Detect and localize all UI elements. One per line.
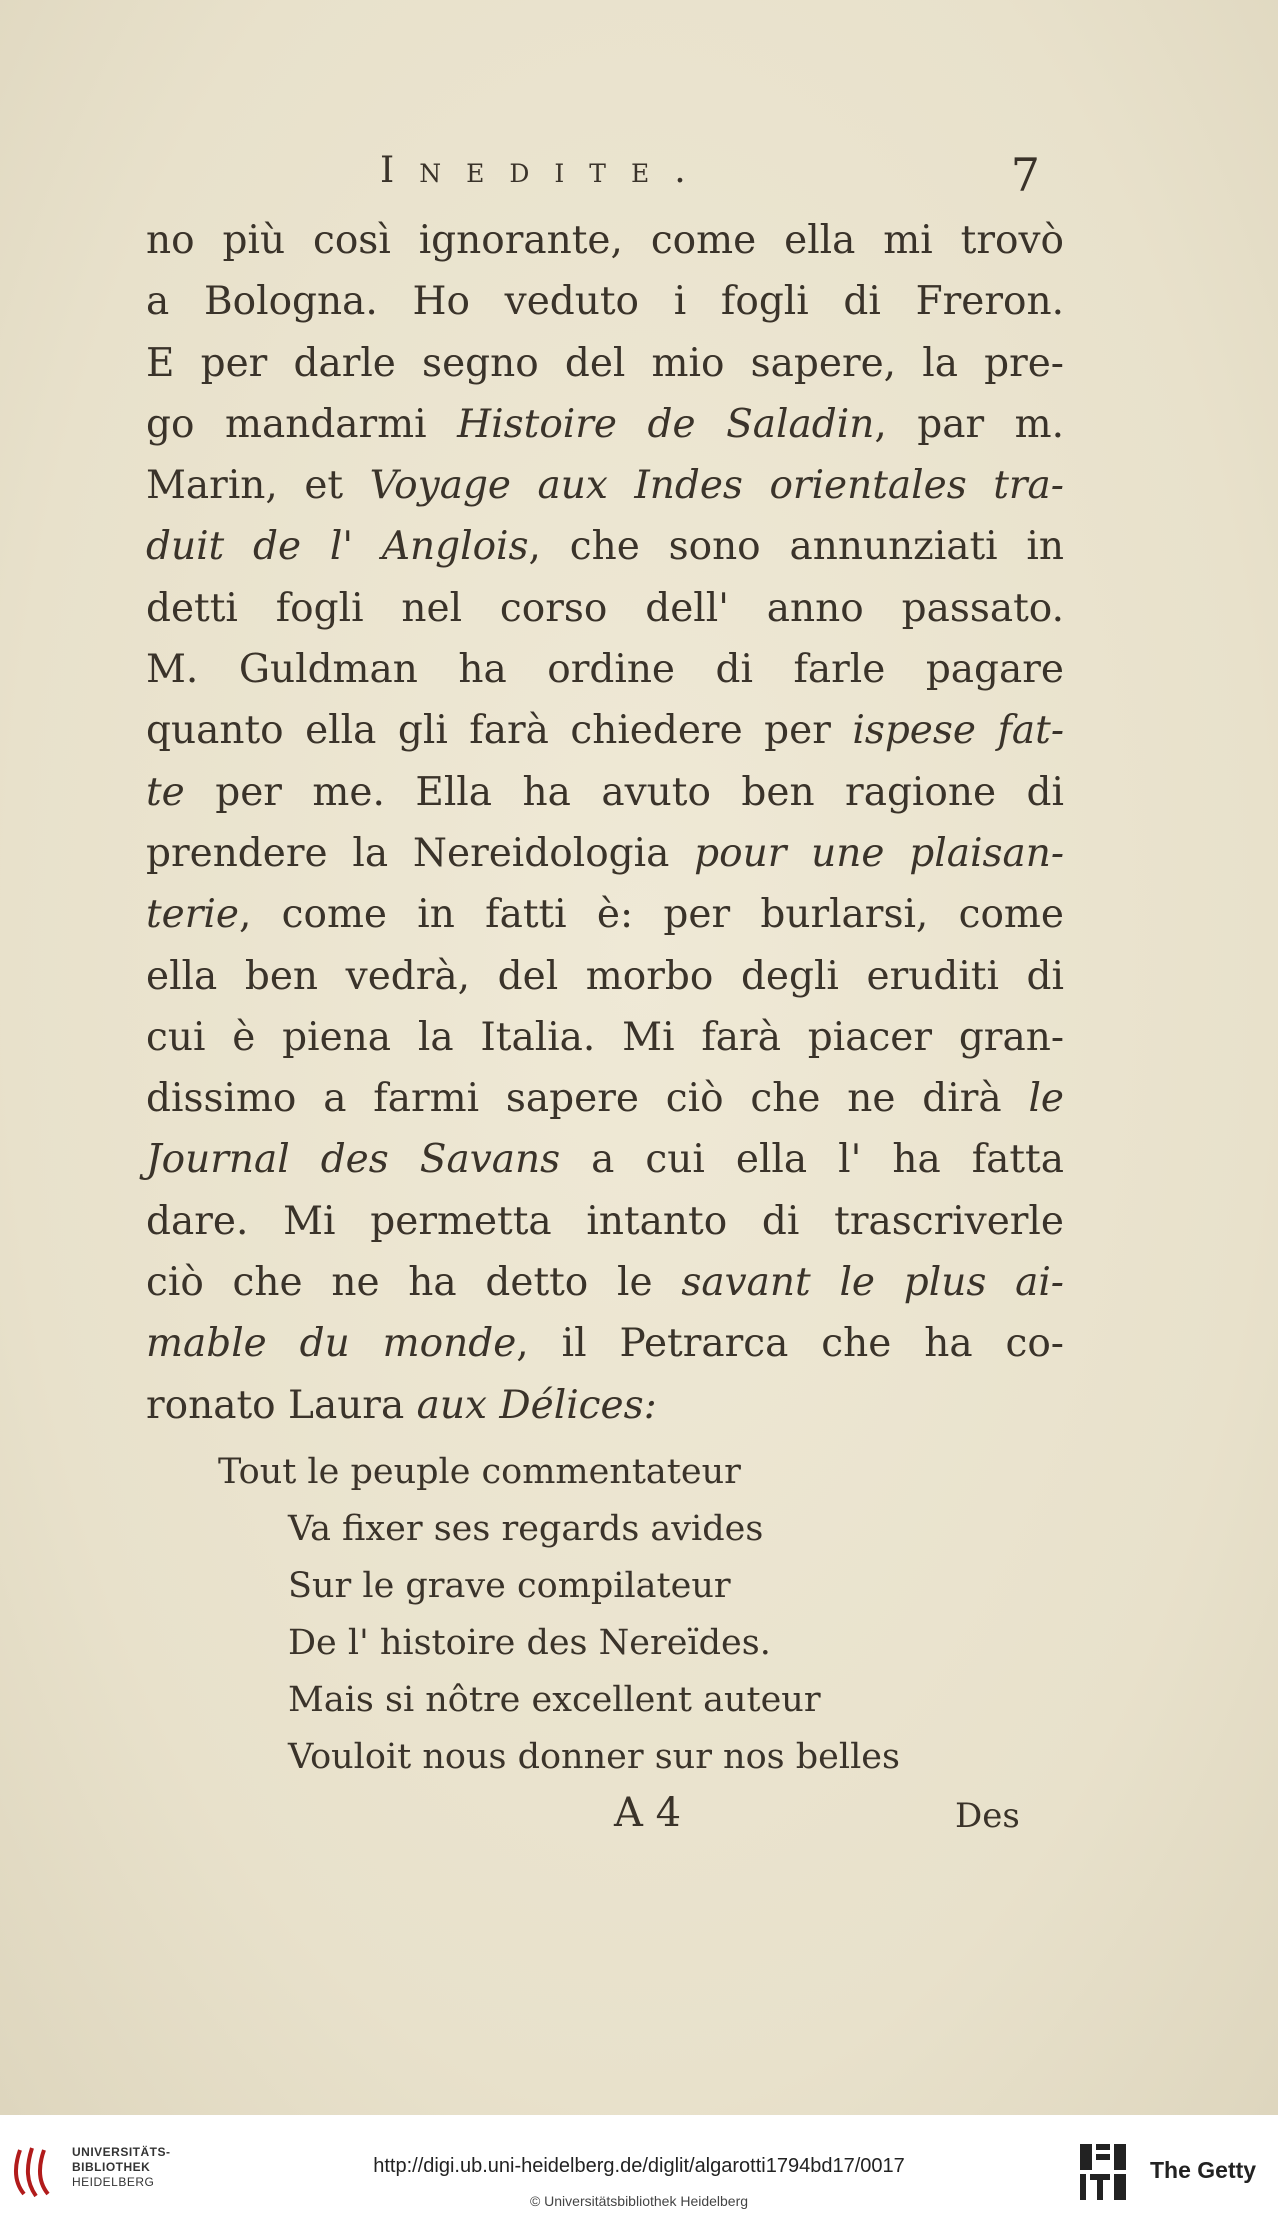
- text-line: detti fogli nel corso dell' anno passato.: [146, 585, 1064, 631]
- text-line: a Bologna. Ho veduto i fogli di Freron.: [146, 279, 1064, 325]
- getty-partner-name: The Getty: [1150, 2157, 1257, 2183]
- poem: [218, 1444, 1018, 1786]
- getty-logo-icon: [1078, 2142, 1128, 2202]
- poem-line: Vouloit nous donner sur nos belles: [288, 1737, 900, 1777]
- text-line: ciò che ne ha detto le savant le plus ai-: [146, 1260, 1064, 1306]
- text-line: Journal des Savans a cui ella l' ha fatta: [146, 1137, 1064, 1183]
- source-url-link[interactable]: http://digi.ub.uni-heidelberg.de/diglit/algarotti1794bd17/0017: [373, 2155, 905, 2177]
- poem-line: Sur le grave compilateur: [288, 1566, 731, 1606]
- text-line: no più così ignorante, come ella mi trovò: [146, 218, 1064, 263]
- institution-name: UNIVERSITÄTS- BIBLIOTHEK HEIDELBERG: [72, 2145, 171, 2189]
- text-line: dare. Mi permetta intanto di trascriverle: [146, 1198, 1064, 1244]
- text-line: Marin, et Voyage aux Indes orientales tra-: [146, 463, 1064, 509]
- poem-line: Va fixer ses regards avides: [288, 1509, 764, 1549]
- text-line: ella ben vedrà, del morbo degli eruditi di: [146, 953, 1064, 999]
- text-line: terie, come in fatti è: per burlarsi, come: [146, 892, 1064, 938]
- poem-line: Mais si nôtre excellent auteur: [288, 1680, 821, 1720]
- text-line: go mandarmi Histoire de Saladin, par m.: [146, 401, 1065, 447]
- catchword: Des: [955, 1796, 1020, 1836]
- text-line: ronato Laura aux Délices:: [146, 1382, 657, 1428]
- signature-mark: A 4: [614, 1790, 682, 1836]
- text-line: dissimo a farmi sapere ciò che ne dirà le: [146, 1076, 1064, 1122]
- text-line: mable du monde, il Petrarca che ha co-: [146, 1321, 1064, 1367]
- text-line: duit de l' Anglois, che sono annunziati in: [146, 524, 1064, 570]
- text-line: E per darle segno del mio sapere, la pre-: [146, 340, 1064, 386]
- text-line: cui è piena la Italia. Mi farà piacer gran-: [146, 1014, 1064, 1060]
- copyright-notice: © Universitätsbibliothek Heidelberg: [529, 2193, 749, 2209]
- page-header: [380, 150, 1080, 210]
- body-text: [146, 210, 1064, 1436]
- text-line: prendere la Nereidologia pour une plaisan-: [146, 830, 1064, 876]
- text-line: te per me. Ella ha avuto ben ragione di: [146, 769, 1064, 815]
- text-line: M. Guldman ha ordine di farle pagare: [146, 647, 1064, 693]
- poem-line: De l' histoire des Nereïdes.: [288, 1623, 771, 1663]
- text-line: quanto ella gli farà chiedere per ispese fat-: [146, 708, 1065, 754]
- poem-line: Tout le peuple commentateur: [218, 1452, 741, 1492]
- running-head: Inedite.: [380, 150, 711, 191]
- page-number: 7: [1010, 148, 1040, 202]
